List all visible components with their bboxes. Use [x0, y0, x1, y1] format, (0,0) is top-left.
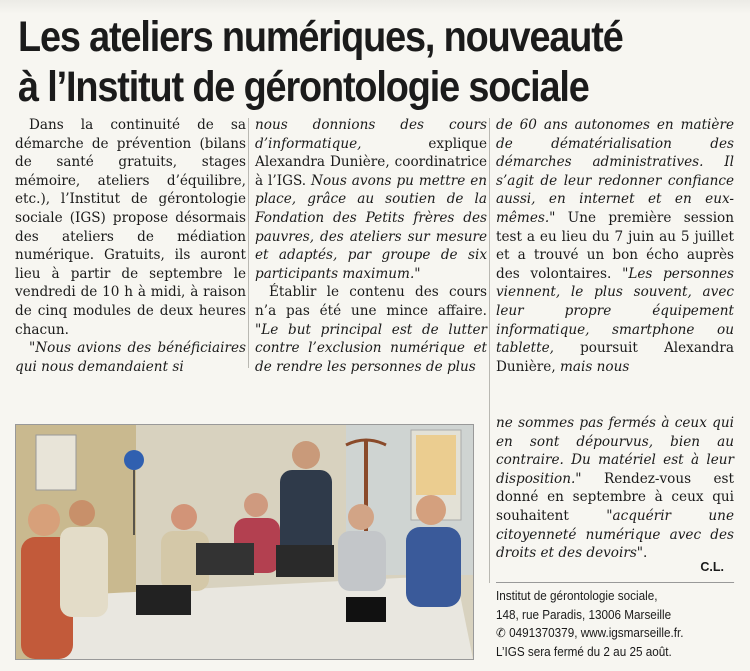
- quote-text: ne sommes pas fermés à ceux qui en sont dépourvus, bien au contraire. Du matériel est à leur disposition.": [496, 415, 734, 487]
- quote-text: "Nous avions des bénéficiaires qui nous demandaient si: [15, 340, 246, 375]
- headline-line-2: à l’Institut de gérontologie sociale: [18, 63, 589, 111]
- author-signature: C.L.: [700, 560, 724, 574]
- article-paragraph: [496, 414, 734, 563]
- article-text: poursuit Alexandra Dunière,: [496, 340, 734, 375]
- infobox-line: L’IGS sera fermé du 2 au 25 août.: [496, 645, 672, 660]
- article-text: Une première session test a eu lieu du 7 juin au 5 juillet et a trouvé un bon écho auprès des volontaires.: [496, 209, 734, 282]
- quote-text: Nous avons pu mettre en place, grâce au soutien de la Fondation des Petits frères des pauvres, des ateliers sur mesure et adaptés, par groupe de six participants maximum.": [255, 172, 487, 282]
- quote-text: acquérir une citoyenneté numérique avec des droits et des devoirs: [496, 507, 734, 562]
- article-text: ".: [636, 545, 648, 562]
- article-column-3-continued: [496, 414, 734, 563]
- quote-text: "Les personnes viennent, le plus souvent, avec leur propre équipement informatique, smartphone ou tablette,: [496, 265, 735, 357]
- article-text: Établir le contenu des cours n’a pas été une mince affaire.: [255, 284, 487, 319]
- article-paragraph: [496, 116, 734, 376]
- article-paragraph: Dans la continuité de sa démarche de prévention (bilans de santé gratuits, stages mémoire, ateliers d’équilibre, etc.), l’Institut de gérontologie sociale (IGS) propose désormais des ateliers de médiation numérique. Gratuits, ils auront lieu à partir de septembre le vendredi de 10 h à midi, à raison de cinq modules de deux heures chacun.: [15, 117, 246, 338]
- quote-text: de 60 ans autonomes en matière de dématérialisation des démarches administratives. Il s’agit de leur redonner confiance aussi, en internet et en eux-mêmes.": [496, 117, 734, 226]
- article-column-2: [255, 116, 487, 376]
- article-column-3: [496, 116, 734, 376]
- headline-line-1: Les ateliers numériques, nouveauté: [18, 13, 623, 61]
- article-paragraph: [255, 283, 487, 376]
- quote-text: mais nous: [560, 358, 630, 375]
- photo-illustration: [16, 425, 473, 659]
- quote-text: nous donnions des cours d’informatique,: [255, 117, 487, 152]
- headline: [18, 12, 740, 112]
- group-photo-image: [15, 424, 474, 660]
- column-rule-2: [489, 118, 490, 583]
- contact-infobox: [496, 582, 734, 662]
- quote-text: "Le but principal est de lutter contre l’exclusion numérique et de rendre les personnes de plus: [255, 321, 487, 375]
- infobox-line: Institut de gérontologie sociale,: [496, 589, 658, 603]
- article-paragraph: [15, 339, 246, 376]
- column-rule-1: [248, 118, 249, 368]
- article-text: explique Alexandra Dunière, coordinatrice à l’IGS.: [255, 135, 487, 189]
- article-column-1: [15, 116, 246, 376]
- article-text: Rendez-vous est donné en septembre à ceux qui souhaitent ": [496, 470, 734, 524]
- infobox-line: ✆ 0491370379, www.igsmarseille.fr.: [496, 626, 684, 641]
- article-paragraph: [255, 116, 487, 283]
- infobox-line: 148, rue Paradis, 13006 Marseille: [496, 607, 672, 622]
